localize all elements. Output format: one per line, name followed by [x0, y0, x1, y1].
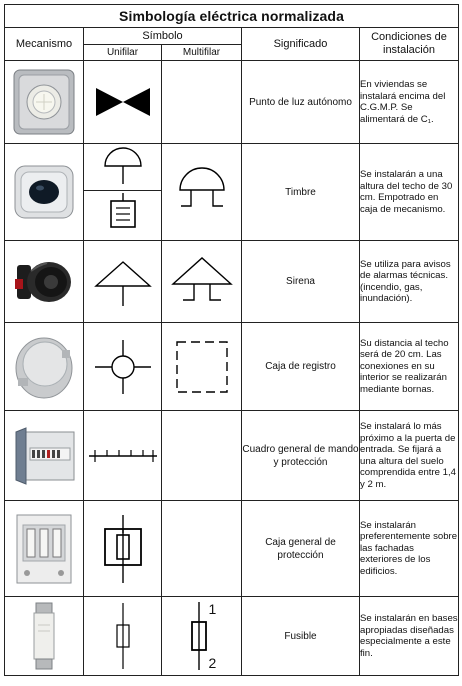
junction-dashed-square-symbol — [169, 334, 235, 400]
unifilar-caja-general — [84, 501, 162, 597]
header-mecanismo: Mecanismo — [5, 28, 84, 61]
header-condiciones: Condiciones de instalación — [360, 28, 459, 61]
unifilar-sirena — [84, 241, 162, 323]
bowtie-symbol — [93, 82, 153, 122]
table-row — [5, 323, 459, 411]
table-row — [5, 597, 459, 676]
photo-sirena — [5, 241, 84, 323]
photo-caja-registro — [5, 323, 84, 411]
photo-timbre — [5, 144, 84, 241]
multifilar-sirena — [162, 241, 242, 323]
bell-symbol — [93, 144, 153, 190]
protection-box-symbol — [93, 509, 153, 589]
table-row — [5, 241, 459, 323]
significado-cell: Timbre — [242, 144, 360, 241]
table-title: Simbología eléctrica normalizada — [5, 5, 459, 28]
condiciones-cell: En viviendas se instalará encima del C.G.M.P. Se alimentará de C₁. — [360, 61, 459, 144]
significado-cell: Sirena — [242, 241, 360, 323]
header-significado: Significado — [242, 28, 360, 61]
condiciones-cell: Se instalarán en bases apropiadas diseñadas especialmente a este fin. — [360, 597, 459, 676]
condiciones-cell: Se instalarán a una altura del techo de 30 cm. Empotrado en caja de mecanismo. — [360, 144, 459, 241]
multifilar-timbre — [162, 144, 242, 241]
unifilar-caja-registro — [84, 323, 162, 411]
header-multifilar: Multifilar — [162, 45, 242, 61]
siren-multifilar-symbol — [167, 252, 237, 312]
multifilar-caja-general — [162, 501, 242, 597]
table-row — [5, 411, 459, 501]
timbre-symbol-top — [84, 144, 161, 191]
photo-caja-general — [5, 501, 84, 597]
header-unifilar: Unifilar — [84, 45, 162, 61]
multifilar-light-point — [162, 61, 242, 144]
terminal-bottom-label: 2 — [208, 655, 217, 671]
condiciones-cell: Se instalará lo más próximo a la puerta de entrada. Se fijará a una altura del suelo comprendida entre 1,4 y 2 m. — [360, 411, 459, 501]
fuse-cartridge-device-image — [24, 601, 64, 671]
symbol-table — [4, 4, 459, 676]
photo-fusible — [5, 597, 84, 676]
doorbell-device-image — [12, 162, 76, 222]
protection-box-device-image — [13, 511, 75, 587]
siren-symbol — [90, 252, 156, 312]
multifilar-cuadro-general — [162, 411, 242, 501]
fuse-multifilar-symbol — [167, 600, 237, 672]
significado-cell: Fusible — [242, 597, 360, 676]
fuse-multifilar-wrap — [167, 600, 237, 672]
unifilar-timbre — [84, 144, 162, 241]
significado-cell: Caja de registro — [242, 323, 360, 411]
distribution-board-device-image — [10, 426, 78, 486]
unifilar-cuadro-general — [84, 411, 162, 501]
terminal-top-label: 1 — [208, 601, 217, 617]
condiciones-cell: Su distancia al techo será de 20 cm. Las conexiones en su interior se realizarán mediante bornas. — [360, 323, 459, 411]
timbre-symbol-bottom — [84, 191, 161, 240]
table-row — [5, 144, 459, 241]
multifilar-caja-registro — [162, 323, 242, 411]
multifilar-fusible — [162, 597, 242, 676]
bell-box-symbol — [93, 191, 153, 240]
photo-light-point — [5, 61, 84, 144]
significado-cell: Caja general de protección — [242, 501, 360, 597]
table-row — [5, 501, 459, 597]
header-simbolo: Símbolo — [84, 28, 242, 45]
significado-cell: Punto de luz autónomo — [242, 61, 360, 144]
symbol-table-sheet — [4, 4, 458, 681]
siren-device-image — [11, 255, 77, 309]
condiciones-cell: Se instalarán preferentemente sobre las fachadas exteriores de los edificios. — [360, 501, 459, 597]
bell-multifilar-symbol — [167, 162, 237, 222]
condiciones-cell: Se utiliza para avisos de alarmas técnicas. (incendio, gas, inundación). — [360, 241, 459, 323]
emergency-light-device-image — [12, 68, 76, 136]
photo-cuadro-general — [5, 411, 84, 501]
unifilar-light-point — [84, 61, 162, 144]
table-row — [5, 61, 459, 144]
panel-line-symbol — [87, 436, 159, 476]
significado-cell: Cuadro general de mando y protección — [242, 411, 360, 501]
junction-circle-symbol — [90, 332, 156, 402]
unifilar-fusible — [84, 597, 162, 676]
fuse-symbol — [98, 601, 148, 671]
junction-box-device-image — [12, 332, 76, 402]
